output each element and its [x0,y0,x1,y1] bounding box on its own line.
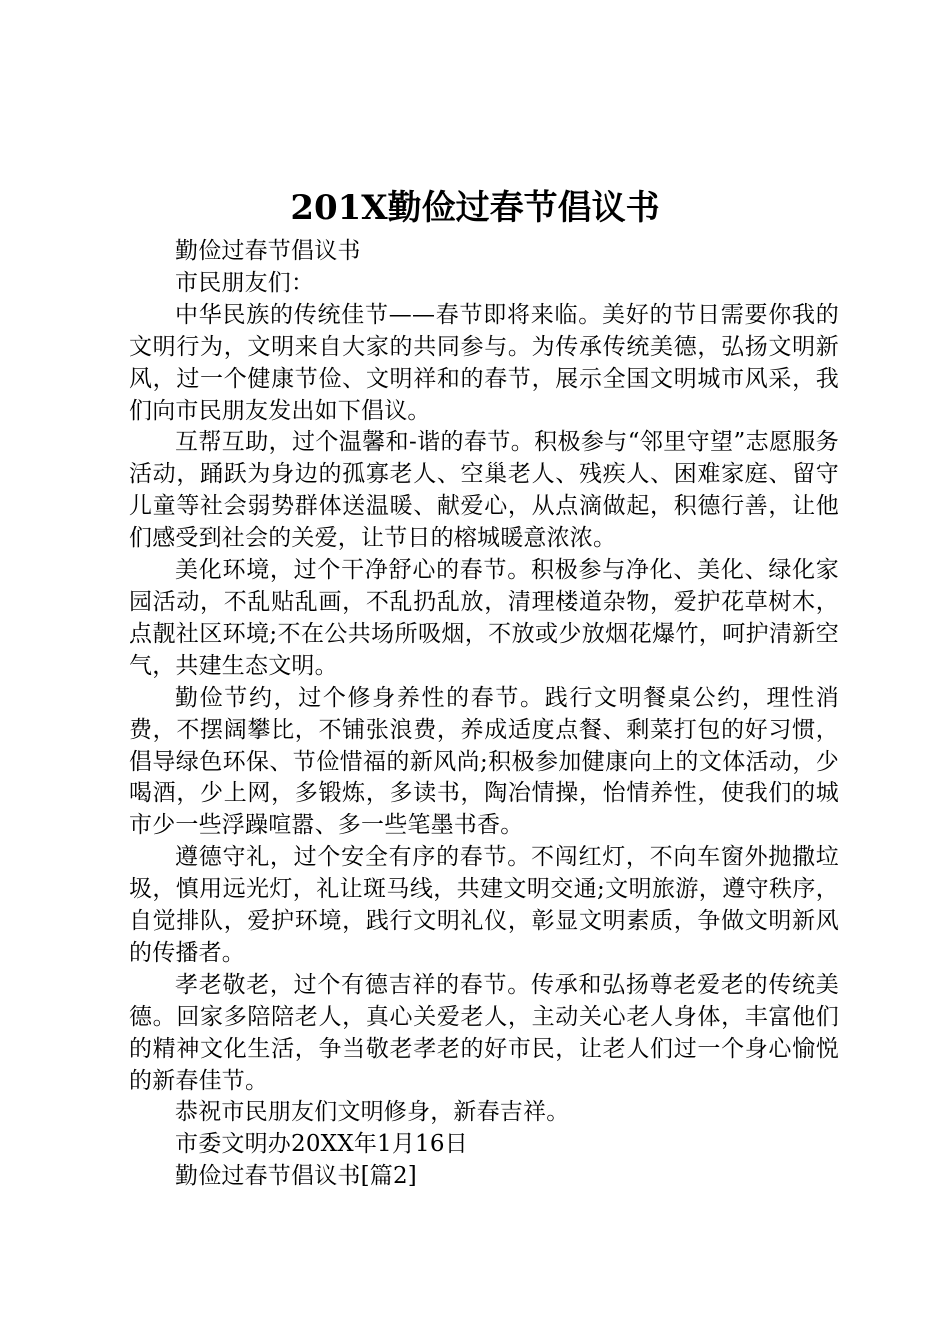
proposal-paragraph-frugality: 勤俭节约，过个修身养性的春节。践行文明餐桌公约，理性消费，不摆阔攀比，不铺张浪费，养成适度点餐、剩菜打包的好习惯，倡导绿色环保、节俭惜福的新风尚;积极参加健康向上的文体活动，少喝酒，少上网，多锻炼，多读书，陶冶情操，怡情养性，使我们的城市少一些浮躁喧嚣、多一些笔墨书香。 [129,684,839,839]
proposal-paragraph-elders: 孝老敬老，过个有德吉祥的春节。传承和弘扬尊老爱老的传统美德。回家多陪陪老人，真心关爱老人，主动关心老人身体，丰富他们的精神文化生活，争当敬老孝老的好市民，让老人们过一个身心愉悦的新春佳节。 [129,971,839,1094]
closing-paragraph: 恭祝市民朋友们文明修身，新春吉祥。 [175,1099,570,1126]
document-title: 201X勤俭过春节倡议书 [290,188,660,228]
proposal-paragraph-environment: 美化环境，过个干净舒心的春节。积极参与净化、美化、绿化家园活动，不乱贴乱画，不乱扔乱放，清理楼道杂物，爱护花草树木，点靓社区环境;不在公共场所吸烟，不放或少放烟花爆竹，呵护清新空气，共建生态文明。 [129,557,839,679]
subtitle-paragraph: 勤俭过春节倡议书 [175,238,361,264]
proposal-paragraph-mutual-help: 互帮互助，过个温馨和-谐的春节。积极参与“邻里守望”志愿服务活动，踊跃为身边的孤寡老人、空巢老人、残疾人、困难家庭、留守儿童等社会弱势群体送温暖、献爱心，从点滴做起，积德行善，让他们感受到社会的关爱，让节日的榕城暖意浓浓。 [129,429,839,552]
signature-date-paragraph: 市委文明办20XX年1月16日 [175,1131,468,1158]
intro-paragraph: 中华民族的传统佳节——春节即将来临。美好的节日需要你我的文明行为，文明来自大家的共同参与。为传承传统美德，弘扬文明新风，过一个健康节俭、文明祥和的春节，展示全国文明城市风采，我们向市民朋友发出如下倡议。 [129,301,839,424]
next-section-heading: 勤俭过春节倡议书[篇2] [175,1163,417,1190]
salutation-paragraph: 市民朋友们： [175,269,315,296]
document-body [129,236,839,1193]
proposal-paragraph-etiquette: 遵德守礼，过个安全有序的春节。不闯红灯，不向车窗外抛撒垃圾，慎用远光灯，礼让斑马线，共建文明交通;文明旅游，遵守秩序，自觉排队，爱护环境，践行文明礼仪，彰显文明素质，争做文明新风的传播者。 [129,844,839,966]
